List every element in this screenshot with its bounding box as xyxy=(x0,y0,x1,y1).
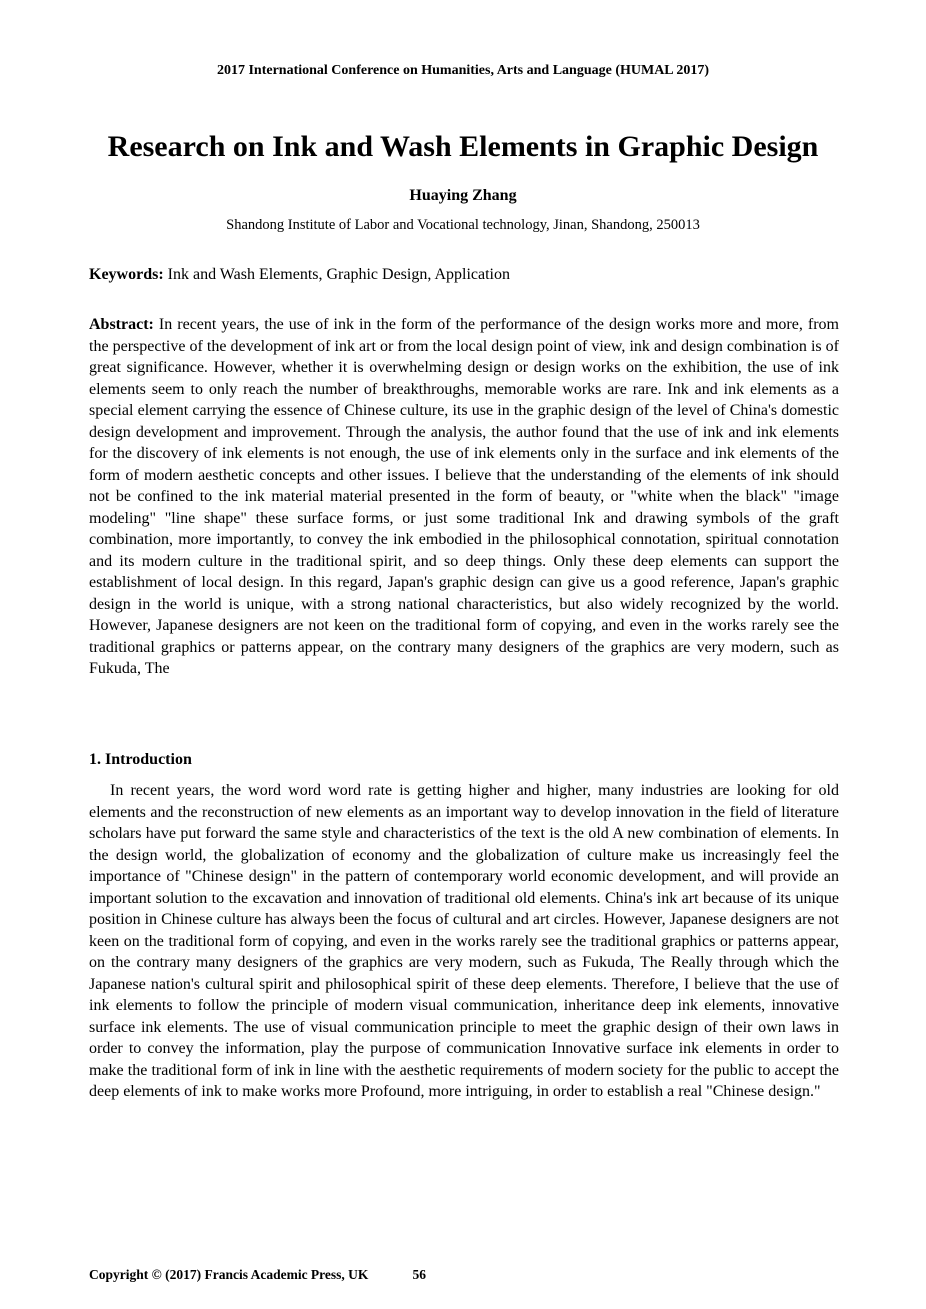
copyright-notice: Copyright © (2017) Francis Academic Press, UK xyxy=(89,1267,369,1282)
keywords-block xyxy=(89,264,839,285)
introduction-paragraph: In recent years, the word word word rate is getting higher and higher, many industries are looking for old elements and the reconstruction of new elements as an important way to develop innovation in the field of literature scholars have put forward the same style and characteristics of the text is the old A new combination of elements. In the design world, the globalization of economy and the globalization of culture make us increasingly feel the importance of "Chinese design" in the pattern of contemporary world economic development, and will provide an important solution to the excavation and innovation of traditional old elements. China's ink art because of its unique position in Chinese culture has always been the focus of cultural and art circles. However, Japanese designers are not keen on the traditional form of copying, and even in the works rarely see the traditional graphics or patterns appear, on the contrary many designers of the graphics are very modern, such as Fukuda, The Really through which the Japanese nation's cultural spirit and philosophical spirit of these deep elements. Therefore, I believe that the use of ink elements to follow the principle of modern visual communication, inheritance deep ink elements, innovative surface ink elements. The use of visual communication principle to meet the graphic design of their own laws in order to convey the information, play the purpose of communication Innovative surface ink elements in order to make the traditional form of ink in line with the aesthetic requirements of modern society for the public to accept the deep elements of ink to make works more Profound, more intriguing, in order to establish a real "Chinese design." xyxy=(89,782,839,1100)
keywords-label: Keywords: xyxy=(89,266,164,283)
author-name: Huaying Zhang xyxy=(409,187,517,204)
author-affiliation: Shandong Institute of Labor and Vocational technology, Jinan, Shandong, 250013 xyxy=(226,217,700,233)
conference-header: 2017 International Conference on Humanities, Arts and Language (HUMAL 2017) xyxy=(216,63,710,78)
page-footer xyxy=(89,1266,426,1283)
abstract-label: Abstract: xyxy=(89,316,154,333)
page-number: 56 xyxy=(412,1267,426,1282)
section-heading-introduction: 1. Introduction xyxy=(89,751,192,768)
keywords-text: Ink and Wash Elements, Graphic Design, Application xyxy=(163,266,510,283)
paper-title: Research on Ink and Wash Elements in Graphic Design xyxy=(107,130,819,163)
abstract-text: In recent years, the use of ink in the form of the performance of the design works more and more, from the perspective of the development of ink art or from the local design point of view, ink and design combination is of great significance. However, whether it is overwhelming design or design works on the exhibition, the use of ink elements seem to only reach the number of breakthroughs, memorable works are rare. Ink and ink elements as a special element carrying the essence of Chinese culture, its use in the graphic design of the level of China's domestic design development and improvement. Through the analysis, the author found that the use of ink and ink elements for the discovery of ink elements is not enough, the use of ink elements only in the surface and ink elements of the form of modern aesthetic concepts and other issues. I believe that the understanding of the elements of ink should not be confined to the ink material material presented in the form of beauty, or "white when the black" "image modeling" "line shape" these surface forms, or just some traditional Ink and drawing symbols of the graft combination, more importantly, to convey the ink embodied in the philosophical connotation, spiritual connotation and its modern culture in the traditional spirit, and so deep things. Only these deep elements can support the establishment of local design. In this regard, Japan's graphic design can give us a good reference, Japan's graphic design in the world is unique, with a strong national characteristics, but also widely recognized by the world. However, Japanese designers are not keen on the traditional form of copying, and even in the works rarely see the traditional graphics or patterns appear, on the contrary many designers of the graphics are very modern, such as Fukuda, The xyxy=(89,316,839,677)
abstract-block xyxy=(89,314,839,680)
